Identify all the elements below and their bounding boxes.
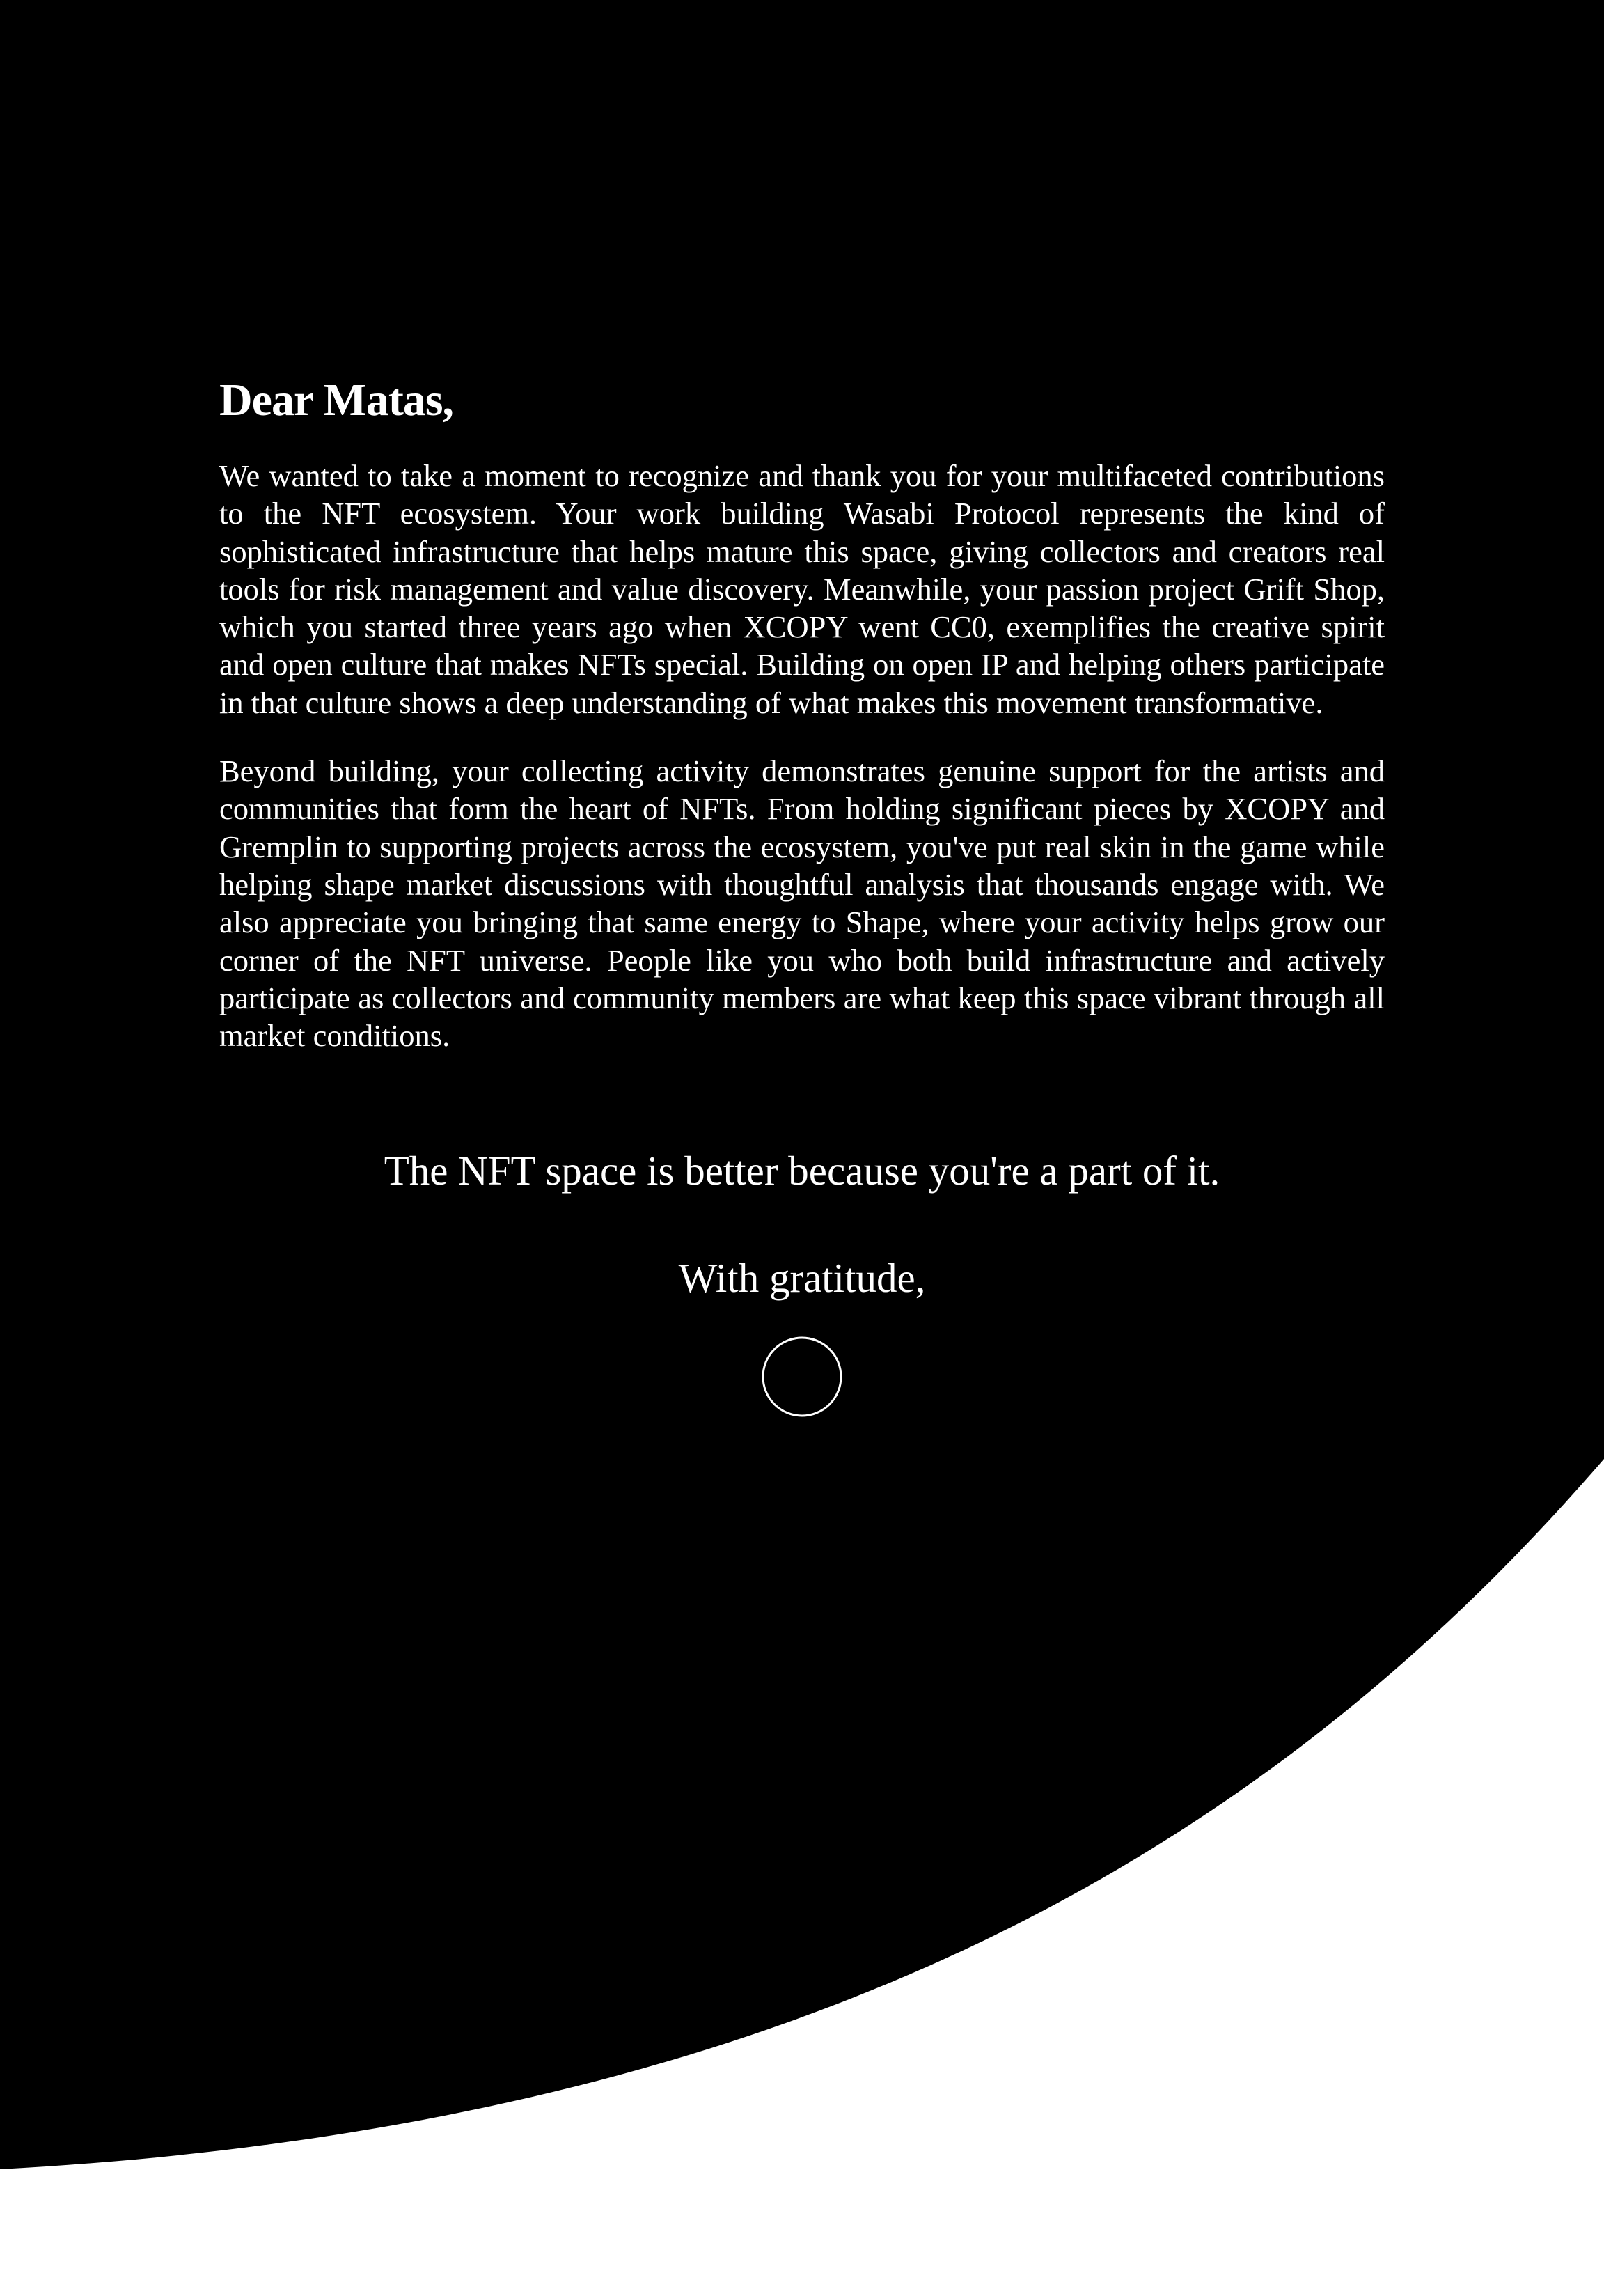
- closing-statement: The NFT space is better because you're a part of it.: [384, 1148, 1220, 1194]
- sign-off: With gratitude,: [678, 1255, 926, 1302]
- circle-outline-icon: [761, 1336, 843, 1418]
- letter: [219, 369, 1385, 1418]
- letter-paragraph-1: We wanted to take a moment to recognize and thank you for your multifaceted contributions to the NFT ecosystem. Your work building Wasabi Protocol represents the kind of sophisticated infrastructure that helps mature this space, giving collectors and creators real tools for risk management and value discovery. Meanwhile, your passion project Grift Shop, which you started three years ago when XCOPY went CC0, exemplifies the creative spirit and open culture that makes NFTs special. Building on open IP and helping others participate in that culture shows a deep understanding of what makes this movement transformative.: [219, 458, 1385, 720]
- letter-paragraph-2: Beyond building, your collecting activity demonstrates genuine support for the artists and communities that form the heart of NFTs. From holding significant pieces by XCOPY and Gremplin to supporting projects across the ecosystem, you've put real skin in the game while helping shape market discussions with thoughtful analysis that thousands engage with. We also appreciate you bringing that same energy to Shape, where your activity helps grow our corner of the NFT universe. People like you who both build infrastructure and actively participate as collectors and community members are what keep this space vibrant through all market conditions.: [219, 753, 1385, 1054]
- letter-greeting: Dear Matas,: [219, 375, 454, 425]
